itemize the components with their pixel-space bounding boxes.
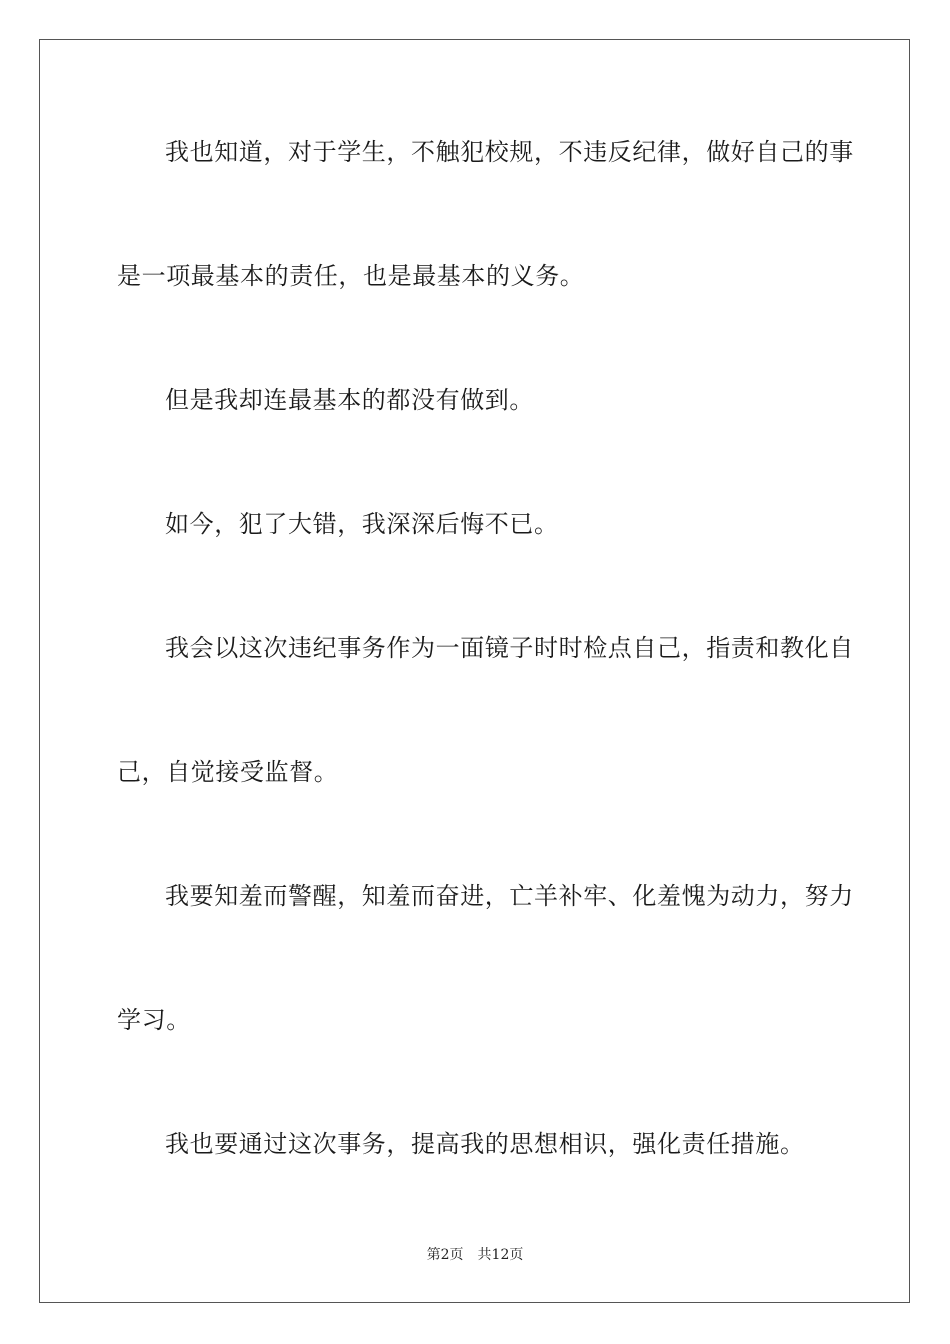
page-number-current: 第2页 [426,1247,464,1263]
page-footer [0,1246,950,1264]
paragraph-line: 是一项最基本的责任，也是最基本的义务。 [117,262,585,290]
paragraph-line: 己，自觉接受监督。 [117,758,339,786]
page-border [39,39,910,1303]
paragraph-line: 我也知道，对于学生，不触犯校规，不违反纪律，做好自己的事 [165,138,854,166]
paragraph-line: 我会以这次违纪事务作为一面镜子时时检点自己，指责和教化自 [165,634,854,662]
paragraph-line: 我也要通过这次事务，提高我的思想相识，强化责任措施。 [165,1130,805,1158]
paragraph-line: 如今，犯了大错，我深深后悔不已。 [165,510,559,538]
paragraph-line: 我要知羞而警醒，知羞而奋进，亡羊补牢、化羞愧为动力，努力 [165,882,854,910]
paragraph-line: 学习。 [117,1006,191,1034]
page-number-total: 共12页 [477,1247,524,1263]
paragraph-line: 但是我却连最基本的都没有做到。 [165,386,534,414]
